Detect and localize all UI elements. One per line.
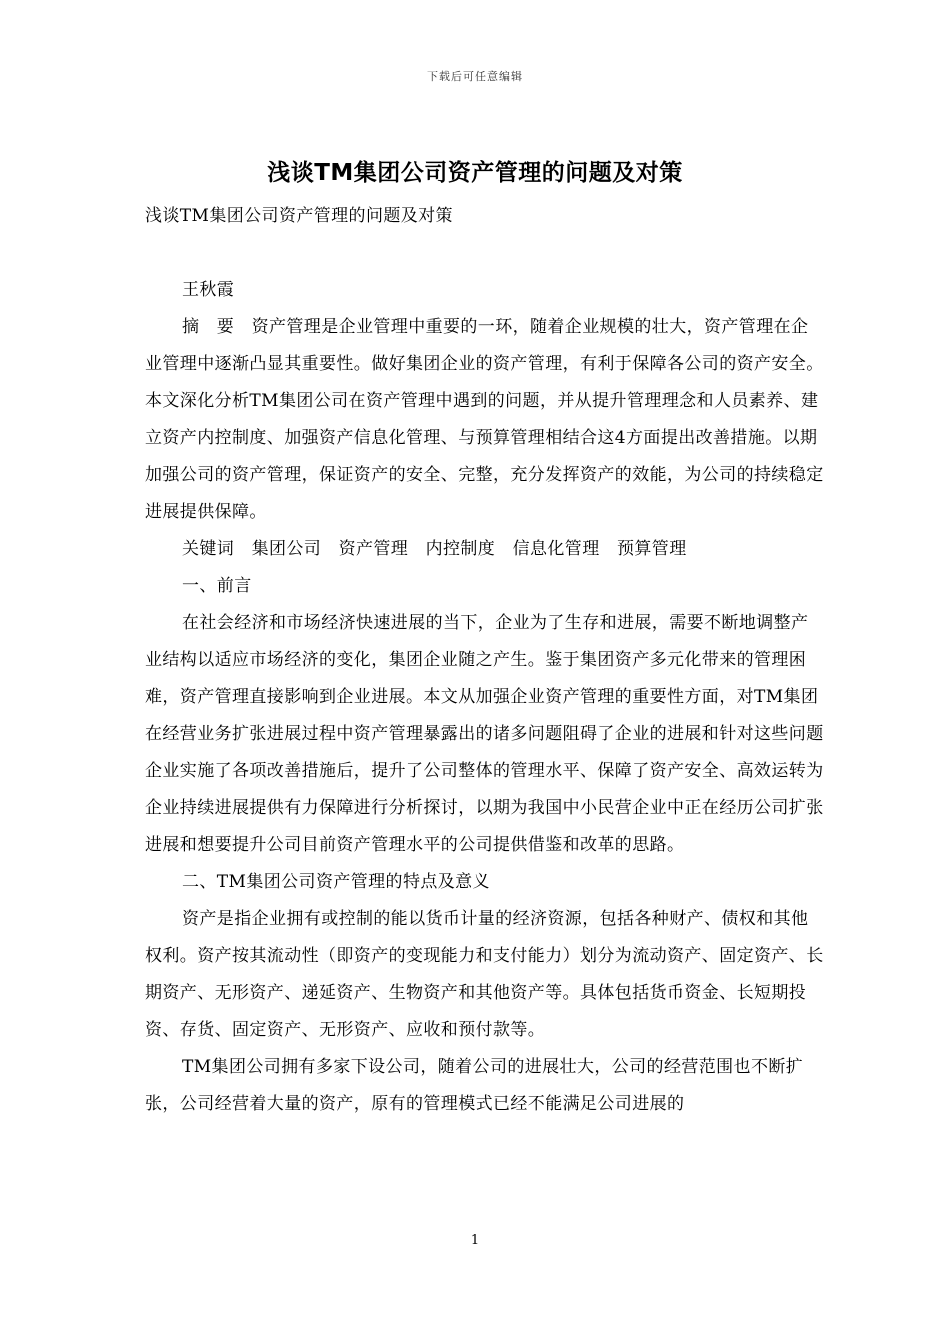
keywords-line: 关键词 集团公司 资产管理 内控制度 信息化管理 预算管理 [182, 539, 687, 559]
section-2-paragraph-2: TM集团公司拥有多家下设公司，随着公司的进展壮大，公司的经营范围也不断扩张，公司经营着大量的资产，原有的管理模式已经不能满足公司进展的 [145, 1057, 804, 1114]
page-number: 1 [470, 1233, 480, 1248]
section-heading-1: 一、前言 [182, 576, 252, 596]
section-heading-2: 二、TM集团公司资产管理的特点及意义 [182, 872, 490, 892]
abstract-paragraph: 摘 要 资产管理是企业管理中重要的一环，随着企业规模的壮大，资产管理在企业管理中逐渐凸显其重要性。做好集团企业的资产管理，有利于保障各公司的资产安全。本文深化分析TM集团公司在资产管理中遇到的问题，并从提升管理理念和人员素养、建立资产内控制度、加强资产信息化管理、与预算管理相结合这4方面提出改善措施。以期加强公司的资产管理，保证资产的安全、完整，充分发挥资产的效能，为公司的持续稳定进展提供保障。 [145, 317, 824, 522]
subtitle: 浅谈TM集团公司资产管理的问题及对策 [145, 206, 453, 226]
section-2-paragraph-1: 资产是指企业拥有或控制的能以货币计量的经济资源，包括各种财产、债权和其他权利。资产按其流动性（即资产的变现能力和支付能力）划分为流动资产、固定资产、长期资产、无形资产、递延资产、生物资产和其他资产等。具体包括货币资金、长短期投资、存货、固定资产、无形资产、应收和预付款等。 [145, 909, 824, 1040]
header-note: 下载后可任意编辑 [427, 70, 523, 83]
document-body [145, 198, 825, 1123]
author: 王秋霞 [182, 280, 235, 300]
document-title: 浅谈TM集团公司资产管理的问题及对策 [267, 160, 683, 186]
section-1-paragraph: 在社会经济和市场经济快速进展的当下，企业为了生存和进展，需要不断地调整产业结构以适应市场经济的变化，集团企业随之产生。鉴于集团资产多元化带来的管理困难，资产管理直接影响到企业进展。本文从加强企业资产管理的重要性方面，对TM集团在经营业务扩张进展过程中资产管理暴露出的诸多问题阻碍了企业的进展和针对这些问题企业实施了各项改善措施后，提升了公司整体的管理水平、保障了资产安全、高效运转为企业持续进展提供有力保障进行分析探讨，以期为我国中小民营企业中正在经历公司扩张进展和想要提升公司目前资产管理水平的公司提供借鉴和改革的思路。 [145, 613, 824, 855]
